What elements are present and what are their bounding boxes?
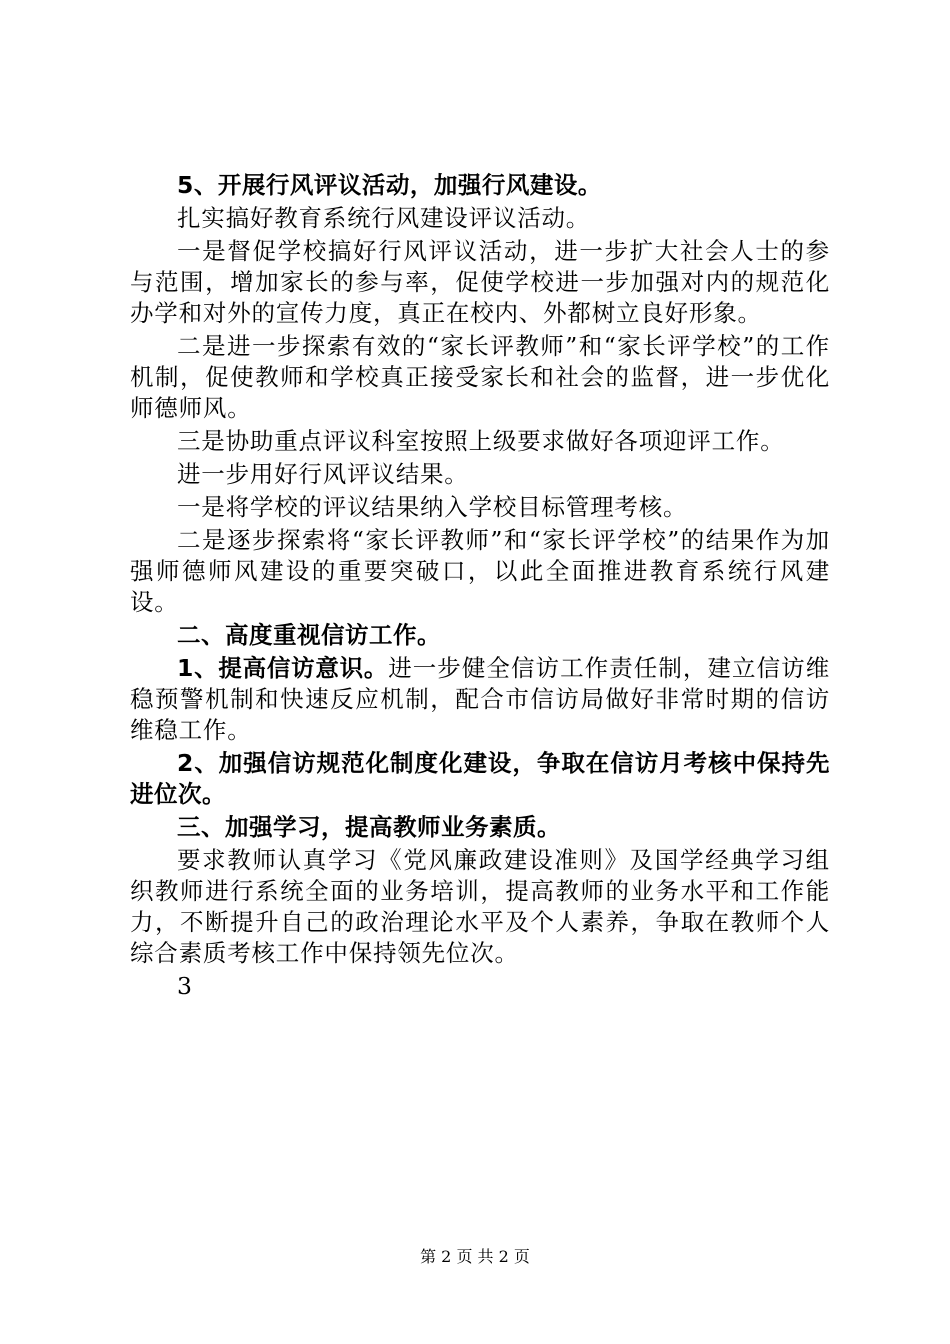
paragraph-teacher-study: 要求教师认真学习《党风廉政建设准则》及国学经典学习组织教师进行系统全面的业务培训，提高教师的业务水平和工作能力，不断提升自己的政治理论水平及个人素养，争取在教师个人综合素质考核工作中保持领先位次。: [130, 846, 830, 967]
heading-strengthen-learning: 三、加强学习，提高教师业务素质。: [177, 813, 561, 841]
petition-awareness-body: 进一步健全信访工作责任制，建立信访维稳预警机制和快速反应机制，配合市信访局做好非常时期的信访维稳工作。: [130, 654, 830, 744]
paragraph-use-results: 进一步用好行风评议结果。: [177, 460, 469, 488]
heading-petition-standardization: 2、加强信访规范化制度化建设，争取在信访月考核中保持先进位次。: [130, 749, 830, 808]
petition-awareness-lead: 1、提高信访意识。: [177, 654, 389, 682]
paragraph-third-item: 三是协助重点评议科室按照上级要求做好各项迎评工作。: [177, 427, 785, 455]
paragraph-trailing-number: 3: [177, 972, 193, 1000]
heading-5-industry-review: 5、开展行风评议活动，加强行风建设。: [177, 171, 602, 199]
document-body: [130, 170, 830, 1004]
paragraph-results-second: 二是逐步探索将“家长评教师”和“家长评学校”的结果作为加强师德师风建设的重要突破口，以此全面推进教育系统行风建设。: [130, 526, 830, 616]
page-footer: 第 2 页 共 2 页: [420, 1247, 530, 1266]
heading-petition-work: 二、高度重视信访工作。: [177, 621, 441, 649]
paragraph-review-activity: 扎实搞好教育系统行风建设评议活动。: [177, 204, 591, 232]
paragraph-first-item: 一是督促学校搞好行风评议活动，进一步扩大社会人士的参与范围，增加家长的参与率，促使学校进一步加强对内的规范化办学和对外的宣传力度，真正在校内、外都树立良好形象。: [130, 237, 830, 327]
paragraph-results-first: 一是将学校的评议结果纳入学校目标管理考核。: [177, 493, 688, 521]
paragraph-second-item: 二是进一步探索有效的“家长评教师”和“家长评学校”的工作机制，促使教师和学校真正接受家长和社会的监督，进一步优化师德师风。: [130, 332, 830, 422]
paragraph-petition-awareness: [130, 653, 830, 746]
